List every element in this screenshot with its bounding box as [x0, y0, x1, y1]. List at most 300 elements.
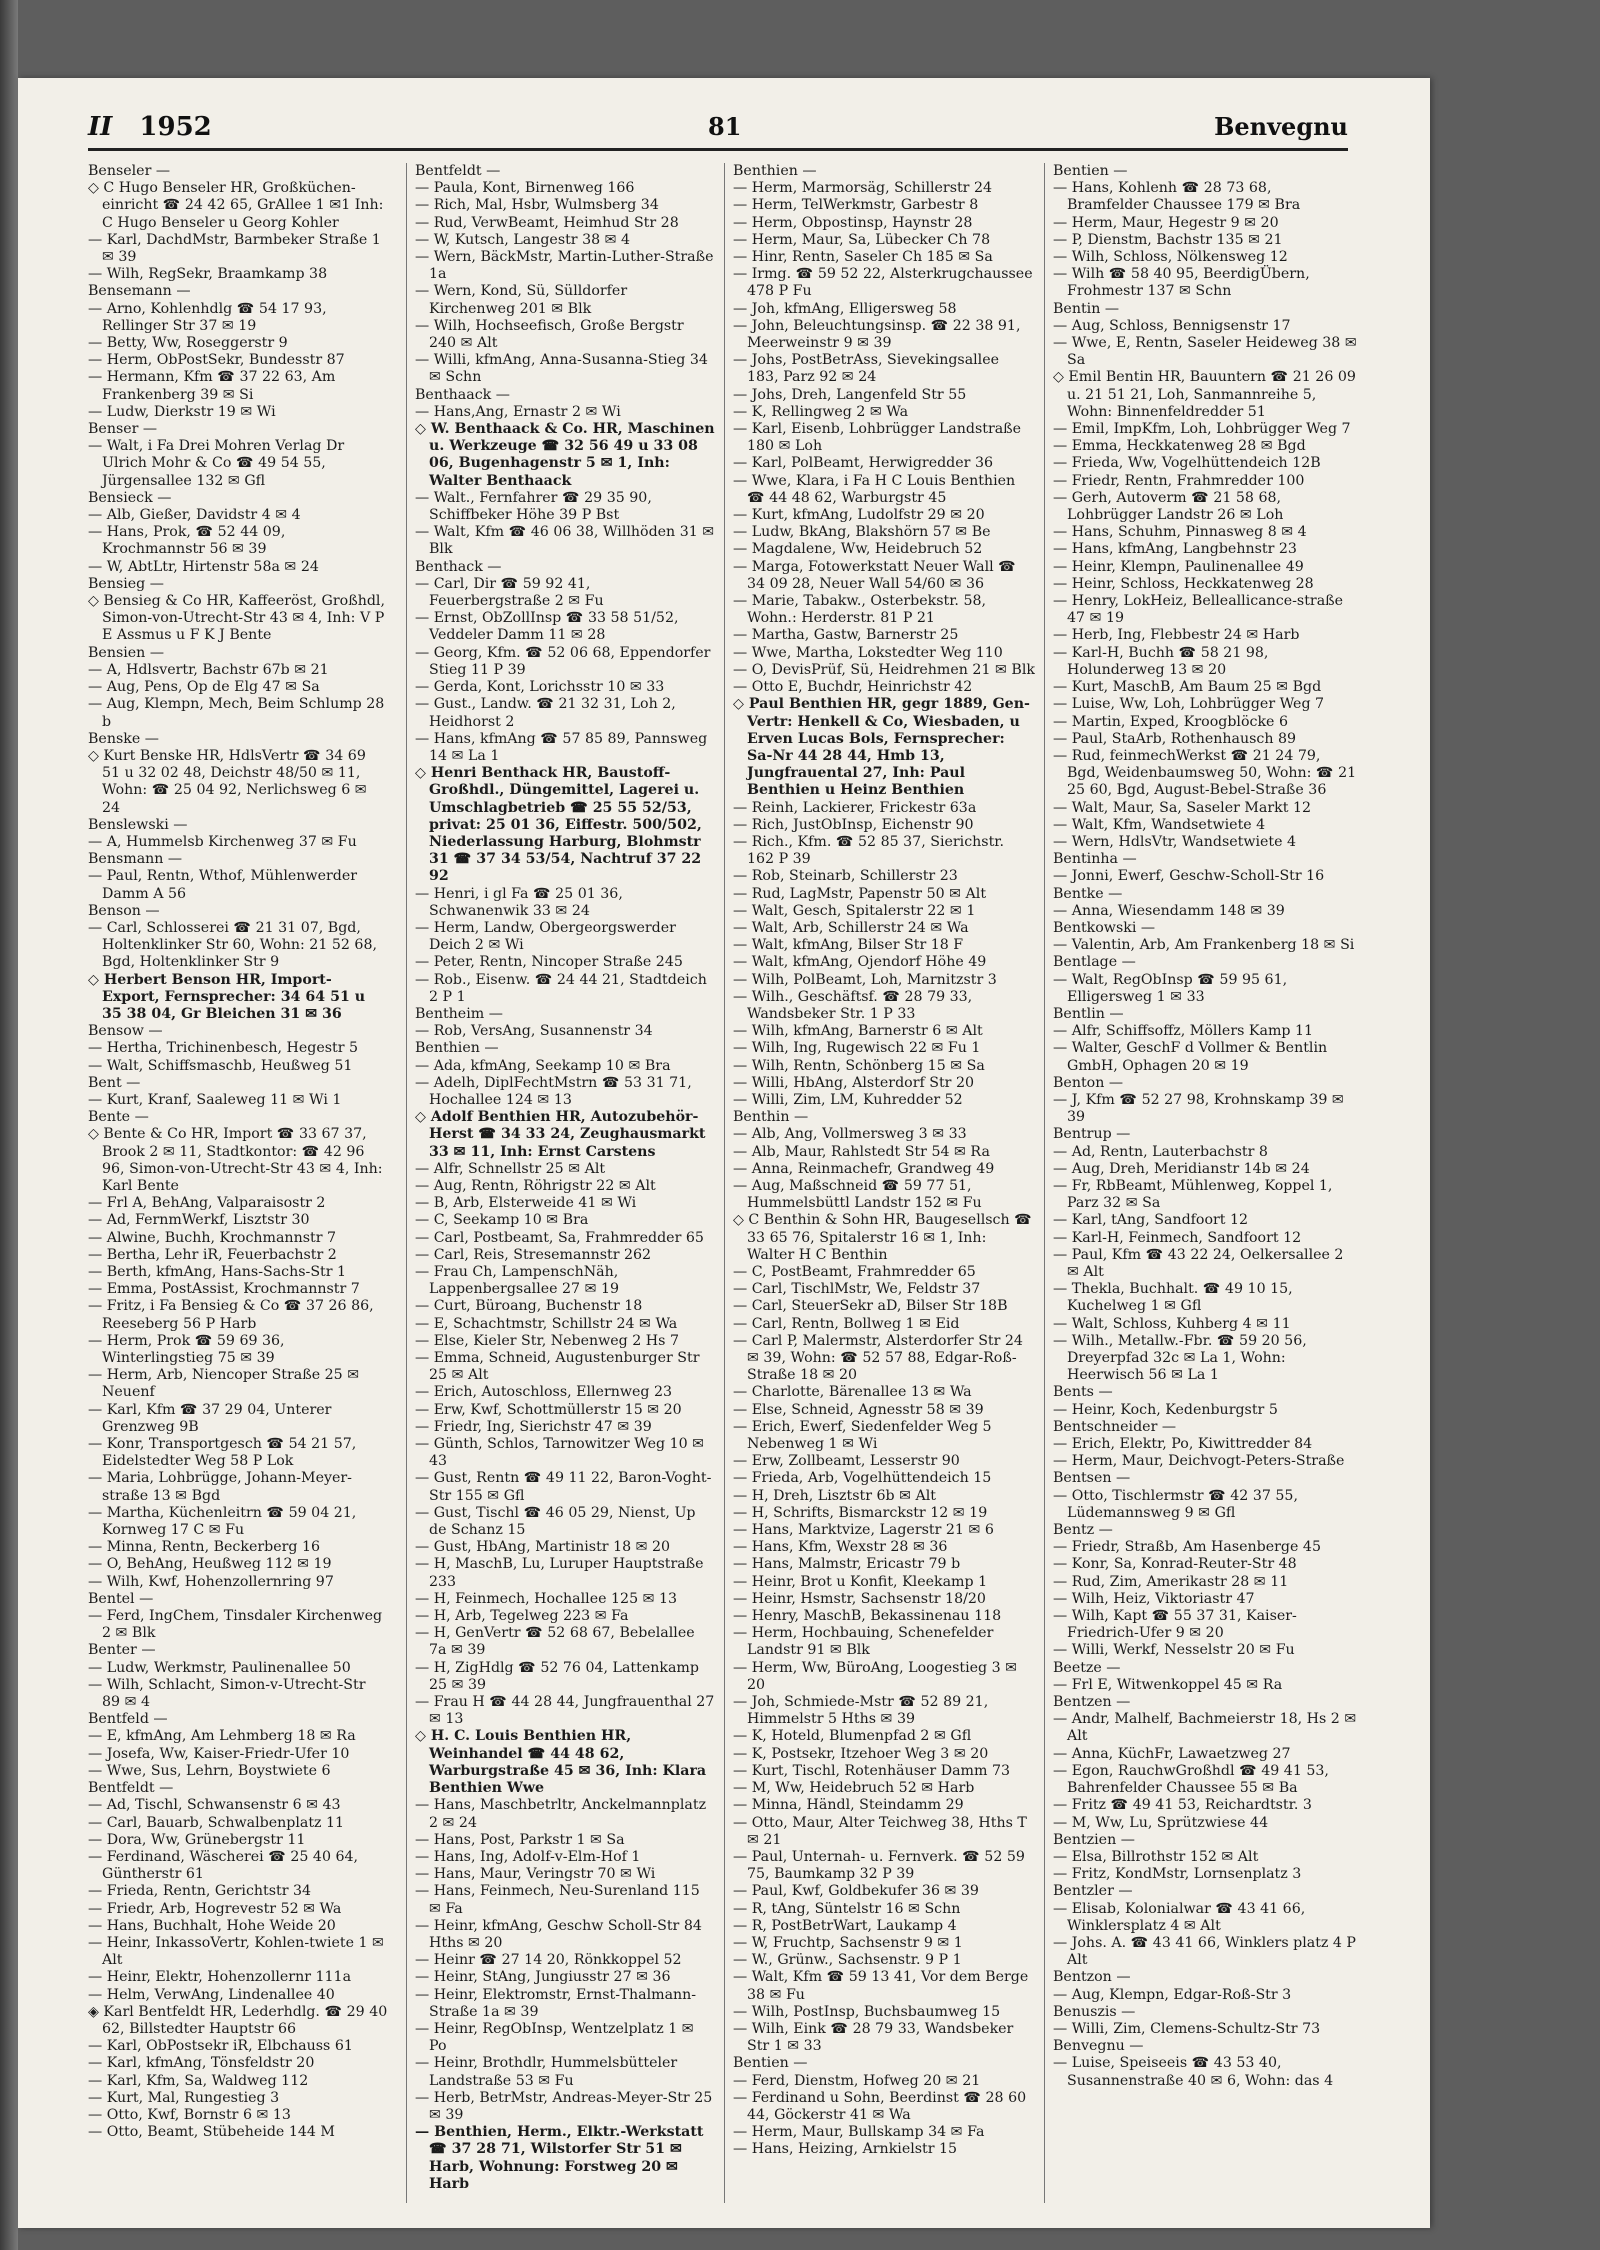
surname-heading: Benthin —: [733, 1109, 809, 1126]
surname-heading: Bents —: [1053, 1384, 1113, 1401]
directory-entry: — Martha, Gastw, Barnerstr 25: [733, 627, 959, 644]
surname-heading: Bentke —: [1053, 885, 1123, 902]
volume-and-year: [88, 112, 212, 142]
directory-entry: — Wilh, Kapt ☎ 55 37 31, Kaiser-Friedrich-Ufer 9 ✉ 20: [1053, 1608, 1297, 1642]
directory-entry: — Wilh, Hochseefisch, Große Bergstr 240 ✉ Alt: [415, 317, 684, 352]
directory-entry: ◇ Bente & Co HR, Import ☎ 33 67 37, Brook 2 ✉ 11, Stadtkontor: ☎ 42 96 96, Simon-von-Utrecht-Str 43 ✉ 4, Inh: Karl Bente: [88, 1126, 383, 1194]
directory-entry: ◈ Karl Bentfeldt HR, Lederhdlg. ☎ 29 40 62, Billstedter Hauptstr 66: [88, 2003, 388, 2037]
directory-entry: — Kurt, Kranf, Saaleweg 11 ✉ Wi 1: [88, 1091, 342, 1108]
directory-entry: — Hans, Marktvize, Lagerstr 21 ✉ 6: [733, 1522, 994, 1539]
surname-heading: Bentfeldt —: [415, 163, 501, 179]
directory-entry: — Frieda, Rentn, Gerichtstr 34: [88, 1883, 312, 1900]
directory-entry: — O, DevisPrüf, Sü, Heidrehmen 21 ✉ Blk: [733, 661, 1035, 678]
surname-heading: Benton —: [1053, 1074, 1124, 1091]
directory-entry: — Alb, Ang, Vollmersweg 3 ✉ 33: [733, 1126, 967, 1143]
directory-entry: — Wern, HdlsVtr, Wandsetwiete 4: [1053, 833, 1297, 850]
directory-entry: — Gust, Rentn ☎ 49 11 22, Baron-Voght-Str 155 ✉ Gfl: [415, 1470, 712, 1504]
surname-heading: Bentlage —: [1053, 954, 1136, 971]
directory-entry: — Karl, tAng, Sandfoort 12: [1053, 1212, 1249, 1229]
column-1: [88, 163, 388, 2203]
surname-heading: Benthien —: [733, 163, 817, 179]
directory-entry: — Hans, Post, Parkstr 1 ✉ Sa: [415, 1831, 625, 1848]
surname-heading: Beetze —: [1053, 1659, 1121, 1676]
directory-entry: — Herm, Landw, Obergeorgswerder Deich 2 ✉ Wi: [415, 919, 676, 954]
directory-entry: — Rud, LagMstr, Papenstr 50 ✉ Alt: [733, 885, 987, 902]
directory-entry: — Magdalene, Ww, Heidebruch 52: [733, 541, 983, 558]
directory-entry: — Walt, Schloss, Kuhberg 4 ✉ 11: [1053, 1315, 1291, 1332]
directory-entry: — Willi, Zim, LM, Kuhredder 52: [733, 1091, 963, 1108]
surname-heading: Bentfeldt —: [88, 1780, 174, 1797]
directory-entry: — W, Kutsch, Langestr 38 ✉ 4: [415, 231, 631, 248]
directory-entry: — Friedr, Arb, Hogrevestr 52 ✉ Wa: [88, 1900, 342, 1917]
directory-entry: — Frl A, BehAng, Valparaisostr 2: [88, 1195, 326, 1212]
directory-entry: — Hans, Malmstr, Ericastr 79 b: [733, 1556, 961, 1573]
directory-entry: — Martin, Exped, Kroogblöcke 6: [1053, 713, 1288, 730]
directory-entry: — Heinr, Klempn, Paulinenallee 49: [1053, 558, 1304, 575]
directory-entry: — John, Beleuchtungsinsp. ☎ 22 38 91, Meerweinstr 9 ✉ 39: [733, 317, 1021, 352]
directory-entry: — Walt, kfmAng, Bilser Str 18 F: [733, 937, 964, 954]
directory-entry: — Kurt, Tischl, Rotenhäuser Damm 73: [733, 1762, 1011, 1779]
directory-entry: — Berth, kfmAng, Hans-Sachs-Str 1: [88, 1264, 347, 1280]
directory-entry: — Herb, Ing, Flebbestr 24 ✉ Harb: [1053, 627, 1300, 644]
directory-entry: — Hinr, Rentn, Saseler Ch 185 ✉ Sa: [733, 249, 993, 266]
directory-entry: — R, PostBetrWart, Laukamp 4: [733, 1917, 957, 1934]
book-gutter: [0, 0, 18, 2250]
directory-entry: — Konr, Sa, Konrad-Reuter-Str 48: [1053, 1556, 1297, 1573]
directory-entry: — Herb, BetrMstr, Andreas-Meyer-Str 25 ✉ 39: [415, 2089, 713, 2123]
directory-entry: — Wilh, Rentn, Schönberg 15 ✉ Sa: [733, 1057, 985, 1074]
directory-entry: — Else, Kieler Str, Nebenweg 2 Hs 7: [415, 1332, 679, 1349]
directory-entry: — Curt, Büroang, Buchenstr 18: [415, 1298, 643, 1315]
directory-entry: — Rud, Zim, Amerikastr 28 ✉ 11: [1053, 1573, 1289, 1590]
directory-entry: — Helm, VerwAng, Lindenallee 40: [88, 1986, 335, 2003]
directory-entry: — Herm, Maur, Sa, Lübecker Ch 78: [733, 231, 991, 248]
directory-entry: — Walter, GeschF d Vollmer & Bentlin GmbH, Ophagen 20 ✉ 19: [1053, 1040, 1328, 1074]
surname-heading: Bentien —: [1053, 163, 1128, 179]
directory-entry: — Anna, Reinmachefr, Grandweg 49: [733, 1160, 995, 1177]
directory-entry: — Hertha, Trichinenbesch, Hegestr 5: [88, 1040, 359, 1057]
surname-heading: Bensmann —: [88, 851, 183, 868]
directory-entry: — Emma, PostAssist, Krochmannstr 7: [88, 1281, 360, 1298]
listing-columns: [88, 163, 1357, 2203]
directory-entry: — Wwe, Sus, Lehrn, Boystwiete 6: [88, 1762, 331, 1779]
surname-heading: Benser —: [88, 421, 158, 438]
directory-entry: — Fr, RbBeamt, Mühlenweg, Koppel 1, Parz 32 ✉ Sa: [1053, 1177, 1333, 1212]
directory-entry: — Walt, RegObInsp ☎ 59 95 61, Elligersweg 1 ✉ 33: [1053, 971, 1288, 1005]
directory-entry: — Walt., Fernfahrer ☎ 29 35 90, Schiffbeker Höhe 39 P Bst: [415, 489, 652, 524]
column-2: [406, 163, 715, 2203]
directory-entry: — K, Rellingweg 2 ✉ Wa: [733, 403, 909, 420]
directory-entry: — Carl, Schlosserei ☎ 21 31 07, Bgd, Holtenklinker Str 60, Wohn: 21 52 68, Bgd, Holtenklinker Str 9: [88, 919, 377, 971]
directory-entry: — Alb, Maur, Rahlstedt Str 54 ✉ Ra: [733, 1143, 990, 1160]
directory-entry: — Luise, Ww, Loh, Lohbrügger Weg 7: [1053, 696, 1325, 713]
directory-entry: — Andr, Malhelf, Bachmeierstr 18, Hs 2 ✉ Alt: [1053, 1711, 1357, 1745]
surname-heading: Bentinha —: [1053, 851, 1137, 868]
directory-entry: — Karl, DachdMstr, Barmbeker Straße 1 ✉ 39: [88, 231, 381, 266]
directory-entry: — Frieda, Arb, Vogelhüttendeich 15: [733, 1470, 992, 1487]
directory-entry: — Johs, Dreh, Langenfeld Str 55: [733, 386, 967, 403]
directory-entry: — Karl, kfmAng, Tönsfeldstr 20: [88, 2055, 315, 2072]
directory-entry: — Hans, Kohlenh ☎ 28 73 68, Bramfelder Chaussee 179 ✉ Bra: [1053, 180, 1301, 214]
directory-entry: — Karl-H, Buchh ☎ 58 21 98, Holunderweg 13 ✉ 20: [1053, 644, 1269, 678]
directory-entry: — Friedr, Ing, Sierichstr 47 ✉ 39: [415, 1418, 652, 1435]
directory-entry: — Aug, Schloss, Bennigsenstr 17: [1053, 317, 1291, 334]
directory-entry: — Hans, Kfm, Wexstr 28 ✉ 36: [733, 1539, 948, 1556]
directory-entry: — C, Seekamp 10 ✉ Bra: [415, 1212, 589, 1229]
directory-entry: — Bertha, Lehr iR, Feuerbachstr 2: [88, 1246, 337, 1263]
directory-entry: — Aug, Dreh, Meridianstr 14b ✉ 24: [1053, 1160, 1310, 1177]
directory-entry: ◇ W. Benthaack & Co. HR, Maschinen u. Werkzeuge ☎ 32 56 49 u 33 08 06, Bugenhagenstr 5 ✉ 1, Inh: Walter Benthaack: [415, 421, 715, 489]
directory-entry: — W, Fruchtp, Sachsenstr 9 ✉ 1: [733, 1934, 963, 1951]
surname-heading: Bentkowski —: [1053, 919, 1156, 936]
surname-heading: Bentrup —: [1053, 1126, 1131, 1143]
directory-entry: — Günth, Schlos, Tarnowitzer Weg 10 ✉ 43: [415, 1436, 705, 1470]
directory-entry: — Walt, Arb, Schillerstr 24 ✉ Wa: [733, 919, 969, 936]
directory-entry: — Hans, kfmAng, Langbehnstr 23: [1053, 541, 1297, 558]
directory-entry: — Gust., Landw. ☎ 21 32 31, Loh 2, Heidhorst 2: [415, 696, 676, 730]
directory-entry: ◇ Paul Benthien HR, gegr 1889, Gen-Vertr: Henkell & Co, Wiesbaden, u Erven Lucas Bols, Fernsprecher: Sa-Nr 44 28 44, Hmb 13, Jungfrauental 27, Inh: Paul Benthien u Heinz Benthien: [733, 696, 1030, 799]
directory-entry: — H, ZigHdlg ☎ 52 76 04, Lattenkamp 25 ✉ 39: [415, 1659, 699, 1693]
directory-entry: — Heinr, Brot u Konfit, Kleekamp 1: [733, 1573, 988, 1590]
directory-entry: — Else, Schneid, Agnesstr 58 ✉ 39: [733, 1401, 984, 1418]
directory-page: [18, 78, 1430, 2228]
directory-entry: — Hans, Prok, ☎ 52 44 09, Krochmannstr 56 ✉ 39: [88, 524, 286, 558]
directory-entry: — Paul, Kfm ☎ 43 22 24, Oelkersallee 2 ✉ Alt: [1053, 1246, 1344, 1280]
directory-entry: — E, kfmAng, Am Lehmberg 18 ✉ Ra: [88, 1728, 356, 1745]
directory-entry: ◇ Emil Bentin HR, Bauuntern ☎ 21 26 09 u. 21 51 21, Loh, Sanmannreihe 5, Wohn: Binnenfeldredder 51: [1053, 369, 1356, 420]
directory-entry: — Ad, Tischl, Schwansenstr 6 ✉ 43: [88, 1797, 341, 1814]
directory-entry: — Hans, Maschbetrltr, Anckelmannplatz 2 ✉ 24: [415, 1797, 707, 1831]
directory-entry: — Otto E, Buchdr, Heinrichstr 42: [733, 679, 973, 696]
directory-entry: — R, tAng, Süntelstr 16 ✉ Schn: [733, 1900, 961, 1917]
directory-entry: — H, Arb, Tegelweg 223 ✉ Fa: [415, 1608, 629, 1625]
directory-entry: — Ludw, Dierkstr 19 ✉ Wi: [88, 403, 276, 420]
directory-entry: — Wilh., Geschäftsf. ☎ 28 79 33, Wandsbeker Str. 1 P 33: [733, 988, 973, 1022]
directory-entry: — Karl, Kfm ☎ 37 29 04, Unterer Grenzweg 9B: [88, 1401, 332, 1435]
directory-entry: — Emma, Schneid, Augustenburger Str 25 ✉ Alt: [415, 1350, 700, 1384]
directory-entry: — Carl, Reis, Stresemannstr 262: [415, 1246, 652, 1263]
surname-heading: Bentschneider —: [1053, 1418, 1177, 1435]
directory-entry: — Herm, Hochbauing, Schenefelder Landstr 91 ✉ Blk: [733, 1625, 994, 1659]
directory-entry: — Emil, ImpKfm, Loh, Lohbrügger Weg 7: [1053, 421, 1351, 438]
directory-entry: — Georg, Kfm. ☎ 52 06 68, Eppendorfer Stieg 11 P 39: [415, 644, 711, 678]
directory-entry: — Rich, Mal, Hsbr, Wulmsberg 34: [415, 197, 659, 214]
directory-entry: — Wilh, Schloss, Nölkensweg 12: [1053, 249, 1288, 266]
directory-entry: — Irmg. ☎ 59 52 22, Alsterkrugchaussee 478 P Fu: [733, 266, 1033, 300]
directory-entry: — Ad, Rentn, Lauterbachstr 8: [1053, 1143, 1268, 1160]
directory-entry: — Heinr, Hsmstr, Sachsenstr 18/20: [733, 1590, 986, 1607]
directory-entry: — Benthien, Herm., Elktr.-Werkstatt ☎ 37 28 71, Wilstorfer Str 51 ✉ Harb, Wohnung: Forstweg 20 ✉ Harb: [415, 2124, 704, 2192]
directory-entry: — K, Postsekr, Itzehoer Weg 3 ✉ 20: [733, 1745, 989, 1762]
directory-entry: — Herm, Maur, Bullskamp 34 ✉ Fa: [733, 2124, 985, 2141]
year-label: 1952: [139, 112, 212, 142]
directory-entry: ◇ C Hugo Benseler HR, Großküchen-einricht ☎ 24 42 65, GrAllee 1 ✉1 Inh: C Hugo Benseler u Georg Kohler: [88, 180, 384, 231]
directory-entry: — Wilh, Schlacht, Simon-v-Utrecht-Str 89 ✉ 4: [88, 1676, 366, 1711]
directory-entry: — Wilh, RegSekr, Braamkamp 38: [88, 266, 328, 283]
surname-heading: Benseler —: [88, 163, 171, 179]
surname-heading: Bentzler —: [1053, 1883, 1133, 1900]
directory-entry: — Willi, Werkf, Nesselstr 20 ✉ Fu: [1053, 1642, 1295, 1659]
directory-entry: — Wilh ☎ 58 40 95, BeerdigÜbern, Frohmestr 137 ✉ Schn: [1053, 266, 1310, 300]
directory-entry: — Carl, TischlMstr, We, Feldstr 37: [733, 1281, 981, 1298]
directory-entry: — Carl P, Malermstr, Alsterdorfer Str 24 ✉ 39, Wohn: ☎ 52 57 88, Edgar-Roß-Straße 18 ✉ 20: [733, 1332, 1023, 1384]
directory-entry: — Gust, HbAng, Martinistr 18 ✉ 20: [415, 1539, 671, 1556]
directory-entry: — Walt, Gesch, Spitalerstr 22 ✉ 1: [733, 902, 976, 919]
directory-entry: — B, Arb, Elsterweide 41 ✉ Wi: [415, 1195, 637, 1212]
directory-entry: — Konr, Transportgesch ☎ 54 21 57, Eidelstedter Weg 58 P Lok: [88, 1436, 357, 1470]
surname-heading: Bentzon —: [1053, 1969, 1131, 1986]
directory-entry: — Aug, Maßschneid ☎ 59 77 51, Hummelsbüttl Landstr 152 ✉ Fu: [733, 1177, 982, 1212]
directory-entry: ◇ Adolf Benthien HR, Autozubehör-Herst ☎ 34 33 24, Zeughausmarkt 33 ✉ 11, Inh: Ernst Carstens: [415, 1109, 706, 1160]
column-4: [1044, 163, 1357, 2203]
directory-entry: — Herm, Ww, BüroAng, Loogestieg 3 ✉ 20: [733, 1659, 1018, 1693]
directory-entry: — Paul, Unternah- u. Fernverk. ☎ 52 59 75, Baumkamp 32 P 39: [733, 1848, 1025, 1883]
directory-entry: — Otto, Beamt, Stübeheide 144 M: [88, 2124, 335, 2141]
directory-entry: — Karl, Kfm, Sa, Waldweg 112: [88, 2072, 309, 2089]
directory-entry: — Kurt, kfmAng, Ludolfstr 29 ✉ 20: [733, 507, 985, 524]
directory-entry: — Kurt, Mal, Rungestieg 3: [88, 2089, 280, 2106]
directory-entry: — Herm, Prok ☎ 59 69 36, Winterlingstieg 75 ✉ 39: [88, 1332, 285, 1367]
directory-entry: — Joh, kfmAng, Elligersweg 58: [733, 300, 957, 317]
directory-entry: — Herm, TelWerkmstr, Garbestr 8: [733, 197, 979, 214]
surname-heading: Benthaack —: [415, 386, 510, 403]
directory-entry: — Rob, Steinarb, Schillerstr 23: [733, 868, 958, 885]
directory-entry: — Fritz, KondMstr, Lornsenplatz 3: [1053, 1866, 1302, 1883]
directory-entry: — A, Hdlsvertr, Bachstr 67b ✉ 21: [88, 661, 329, 678]
directory-entry: — Erich, Ewerf, Siedenfelder Weg 5 Nebenweg 1 ✉ Wi: [733, 1418, 992, 1453]
page-header: [88, 108, 1348, 151]
surname-heading: Benslewski —: [88, 816, 188, 833]
directory-entry: — Otto, Kwf, Bornstr 6 ✉ 13: [88, 2106, 291, 2123]
directory-entry: — Walt, Maur, Sa, Saseler Markt 12: [1053, 799, 1312, 816]
directory-entry: — Fritz, i Fa Bensieg & Co ☎ 37 26 86, Reeseberg 56 P Harb: [88, 1298, 374, 1332]
directory-entry: — Hans, kfmAng ☎ 57 85 89, Pannsweg 14 ✉ La 1: [415, 730, 708, 764]
directory-entry: — Herm, Obpostinsp, Haynstr 28: [733, 214, 973, 231]
surname-heading: Bente —: [88, 1109, 149, 1126]
directory-entry: — Rob., Eisenw. ☎ 24 44 21, Stadtdeich 2 P 1: [415, 971, 707, 1005]
directory-entry: — Karl-H, Feinmech, Sandfoort 12: [1053, 1229, 1302, 1246]
directory-entry: — Aug, Klempn, Edgar-Roß-Str 3: [1053, 1986, 1292, 2003]
directory-entry: — Henri, i gl Fa ☎ 25 01 36, Schwanenwik 33 ✉ 24: [415, 885, 623, 919]
directory-entry: — Erw, Kwf, Schottmüllerstr 15 ✉ 20: [415, 1401, 682, 1418]
directory-entry: — Arno, Kohlenhdlg ☎ 54 17 93, Rellinger Str 37 ✉ 19: [88, 300, 327, 334]
directory-entry: — Rob, VersAng, Susannenstr 34: [415, 1023, 653, 1040]
directory-entry: ◇ Henri Benthack HR, Baustoff-Großhdl., Düngemittel, Lagerei u. Umschlagbetrieb ☎ 25 55 52/53, privat: 25 01 36, Eiffestr. 500/502, Niederlassung Harburg, Blohmstr 31 ☎ 37 34 53/54, Nachtruf 37 22 92: [415, 765, 702, 885]
directory-entry: — Ferdinand u Sohn, Beerdinst ☎ 28 60 44, Göckerstr 41 ✉ Wa: [733, 2089, 1027, 2123]
directory-entry: — Heinr, RegObInsp, Wentzelplatz 1 ✉ Po: [415, 2020, 694, 2055]
directory-entry: — Heinr, Schloss, Heckkatenweg 28: [1053, 575, 1314, 592]
directory-entry: — Karl, PolBeamt, Herwigredder 36: [733, 455, 993, 472]
directory-entry: ◇ C Benthin & Sohn HR, Baugesellsch ☎ 33 65 76, Spitalerstr 16 ✉ 1, Inh: Walter H C Benthin: [733, 1212, 1032, 1263]
directory-entry: — Wilh., Metallw.-Fbr. ☎ 59 20 56, Dreyerpfad 32c ✉ La 1, Wohn: Heerwisch 56 ✉ La 1: [1053, 1332, 1307, 1384]
directory-entry: — Maria, Lohbrügge, Johann-Meyer-straße 13 ✉ Bgd: [88, 1470, 352, 1504]
directory-entry: — H, GenVertr ☎ 52 68 67, Bebelallee 7a ✉ 39: [415, 1625, 695, 1659]
directory-entry: — Heinr, InkassoVertr, Kohlen-twiete 1 ✉ Alt: [88, 1934, 384, 1969]
directory-entry: — Hans, Maur, Veringstr 70 ✉ Wi: [415, 1866, 656, 1883]
directory-entry: — Walt, Kfm, Wandsetwiete 4: [1053, 816, 1266, 833]
directory-entry: ◇ Bensieg & Co HR, Kaffeeröst, Großhdl, Simon-von-Utrecht-Str 43 ✉ 4, Inh: V P E Assmus u F K J Bente: [88, 593, 385, 644]
directory-entry: — Aug, Klempn, Mech, Beim Schlump 28 b: [88, 696, 385, 730]
directory-entry: — Otto, Tischlermstr ☎ 42 37 55, Lüdemannsweg 9 ✉ Gfl: [1053, 1487, 1298, 1521]
directory-entry: — P, Dienstm, Bachstr 135 ✉ 21: [1053, 231, 1283, 248]
surname-heading: Benuszis —: [1053, 2003, 1136, 2020]
directory-entry: — Minna, Rentn, Beckerberg 16: [88, 1539, 321, 1556]
directory-entry: — H, Feinmech, Hochallee 125 ✉ 13: [415, 1590, 678, 1607]
catchword: Benvegnu: [1214, 112, 1348, 141]
directory-entry: — H, Schrifts, Bismarckstr 12 ✉ 19: [733, 1504, 988, 1521]
surname-heading: Bentzien —: [1053, 1831, 1135, 1848]
directory-entry: — Wilh, PostInsp, Buchsbaumweg 15: [733, 2003, 1001, 2020]
directory-entry: — Peter, Rentn, Nincoper Straße 245: [415, 954, 683, 971]
directory-entry: — Anna, Wiesendamm 148 ✉ 39: [1053, 902, 1285, 919]
surname-heading: Benthack —: [415, 558, 502, 575]
directory-entry: — Martha, Küchenleitrn ☎ 59 04 21, Kornweg 17 C ✉ Fu: [88, 1504, 357, 1539]
surname-heading: Benvegnu —: [1053, 2038, 1144, 2055]
directory-entry: — W, AbtLtr, Hirtenstr 58a ✉ 24: [88, 558, 319, 575]
directory-entry: — Marga, Fotowerkstatt Neuer Wall ☎ 34 09 28, Neuer Wall 54/60 ✉ 36: [733, 558, 1016, 592]
directory-entry: — Hermann, Kfm ☎ 37 22 63, Am Frankenberg 39 ✉ Si: [88, 369, 336, 403]
directory-entry: ◇ H. C. Louis Benthien HR, Weinhandel ☎ 44 48 62, Warburgstraße 45 ✉ 36, Inh: Klara Benthien Wwe: [415, 1728, 707, 1797]
directory-entry: — Carl, Dir ☎ 59 92 41, Feuerbergstraße 2 ✉ Fu: [415, 575, 604, 610]
directory-entry: — Henry, MaschB, Bekassinenau 118: [733, 1608, 1002, 1625]
directory-entry: — Wilh, Ing, Rugewisch 22 ✉ Fu 1: [733, 1040, 981, 1057]
directory-entry: — Gust, Tischl ☎ 46 05 29, Nienst, Up de Schanz 15: [415, 1504, 696, 1539]
directory-entry: — Ernst, ObZollInsp ☎ 33 58 51/52, Veddeler Damm 11 ✉ 28: [415, 610, 679, 644]
directory-entry: — Walt, Kfm ☎ 59 13 41, Vor dem Berge 38 ✉ Fu: [733, 1969, 1029, 2003]
directory-entry: — Joh, Schmiede-Mstr ☎ 52 89 21, Himmelstr 5 Hths ✉ 39: [733, 1694, 989, 1728]
directory-entry: — Ad, FernmWerkf, Lisztstr 30: [88, 1212, 310, 1229]
directory-entry: — Jonni, Ewerf, Geschw-Scholl-Str 16: [1053, 868, 1325, 885]
directory-entry: — Paula, Kont, Birnenweg 166: [415, 180, 635, 197]
directory-entry: — Erich, Elektr, Po, Kiwittredder 84: [1053, 1436, 1313, 1453]
directory-entry: — Carl, Rentn, Bollweg 1 ✉ Eid: [733, 1315, 960, 1332]
surname-heading: Bensieck —: [88, 489, 172, 506]
directory-entry: — Erw, Zollbeamt, Lesserstr 90: [733, 1453, 960, 1470]
directory-entry: — Frau H ☎ 44 28 44, Jungfrauenthal 27 ✉ 13: [415, 1694, 715, 1728]
directory-entry: — Herm, Arb, Niencoper Straße 25 ✉ Neuenf: [88, 1367, 360, 1401]
directory-entry: — Heinr, Elektr, Hohenzollernr 111a: [88, 1969, 352, 1986]
surname-heading: Bentheim —: [415, 1005, 503, 1022]
directory-entry: — Herm, Maur, Deichvogt-Peters-Straße: [1053, 1453, 1345, 1470]
directory-entry: — Aug, Rentn, Röhrigstr 22 ✉ Alt: [415, 1177, 656, 1194]
directory-entry: — Hans, Schuhm, Pinnasweg 8 ✉ 4: [1053, 524, 1307, 541]
directory-entry: — Luise, Speiseeis ☎ 43 53 40, Susannenstraße 40 ✉ 6, Wohn: das 4: [1053, 2055, 1334, 2089]
directory-entry: — Charlotte, Bärenallee 13 ✉ Wa: [733, 1384, 972, 1401]
directory-entry: — W., Grünw., Sachsenstr. 9 P 1: [733, 1952, 962, 1969]
directory-entry: — Heinr, kfmAng, Geschw Scholl-Str 84 Hths ✉ 20: [415, 1917, 702, 1951]
directory-entry: — Rich, JustObInsp, Eichenstr 90: [733, 816, 974, 833]
surname-heading: Bentlin —: [1053, 1005, 1124, 1022]
directory-entry: — Wern, Kond, Sü, Sülldorfer Kirchenweg 201 ✉ Blk: [415, 283, 628, 317]
directory-entry: — Wilh, PolBeamt, Loh, Marnitzstr 3: [733, 971, 997, 988]
directory-entry: — Walt, Kfm ☎ 46 06 38, Willhöden 31 ✉ Blk: [415, 524, 715, 558]
directory-entry: — Alfr, Schiffsoffz, Möllers Kamp 11: [1053, 1023, 1314, 1040]
directory-entry: — Walt, Schiffsmaschb, Heußweg 51: [88, 1057, 353, 1074]
directory-entry: — E, Schachtmstr, Schillstr 24 ✉ Wa: [415, 1315, 678, 1332]
directory-entry: — Paul, Rentn, Wthof, Mühlenwerder Damm A 56: [88, 868, 358, 902]
directory-entry: — Herm, Maur, Hegestr 9 ✉ 20: [1053, 214, 1279, 231]
directory-entry: — Willi, HbAng, Alsterdorf Str 20: [733, 1074, 975, 1091]
directory-entry: — Emma, Heckkatenweg 28 ✉ Bgd: [1053, 438, 1306, 455]
directory-entry: — Erich, Autoschloss, Ellernweg 23: [415, 1384, 673, 1401]
directory-entry: — Gerh, Autoverm ☎ 21 58 68, Lohbrügger Landstr 26 ✉ Loh: [1053, 489, 1284, 524]
directory-entry: — Marie, Tabakw., Osterbekstr. 58, Wohn.: Herderstr. 81 P 21: [733, 593, 987, 627]
directory-entry: — Hans, Buchhalt, Hohe Weide 20: [88, 1917, 336, 1934]
directory-entry: — Frieda, Ww, Vogelhüttendeich 12B: [1053, 455, 1321, 472]
directory-entry: — C, PostBeamt, Frahmredder 65: [733, 1264, 976, 1280]
surname-heading: Bentien —: [733, 2055, 808, 2072]
directory-entry: — Carl, SteuerSekr aD, Bilser Str 18B: [733, 1298, 1008, 1315]
directory-entry: — Alfr, Schnellstr 25 ✉ Alt: [415, 1160, 606, 1177]
directory-entry: — Friedr, Straßb, Am Hasenberge 45: [1053, 1539, 1321, 1556]
directory-entry: — Hans, Ing, Adolf-v-Elm-Hof 1: [415, 1848, 641, 1865]
directory-entry: — Rich., Kfm. ☎ 52 85 37, Sierichstr. 162 P 39: [733, 833, 1005, 868]
surname-heading: Bentel —: [88, 1590, 154, 1607]
directory-entry: — Ludw, BkAng, Blakshörn 57 ✉ Be: [733, 524, 991, 541]
directory-entry: — A, Hummelsb Kirchenweg 37 ✉ Fu: [88, 833, 357, 850]
directory-entry: — Herm, ObPostSekr, Bundesstr 87: [88, 352, 345, 369]
surname-heading: Bentfeld —: [88, 1711, 168, 1728]
volume-label: II: [88, 112, 113, 142]
directory-entry: — Minna, Händl, Steindamm 29: [733, 1797, 964, 1814]
surname-heading: Bensemann —: [88, 283, 191, 300]
directory-entry: — Carl, Bauarb, Schwalbenplatz 11: [88, 1814, 345, 1831]
directory-entry: ◇ Kurt Benske HR, HdlsVertr ☎ 34 69 51 u 32 02 48, Deichstr 48/50 ✉ 11, Wohn: ☎ 25 04 92, Nerlichsweg 6 ✉ 24: [88, 747, 367, 816]
directory-entry: — Walt, i Fa Drei Mohren Verlag Dr Ulrich Mohr & Co ☎ 49 54 55, Jürgensallee 132 ✉ Gfl: [88, 438, 345, 489]
directory-entry: — Josefa, Ww, Kaiser-Friedr-Ufer 10: [88, 1745, 350, 1762]
directory-entry: — Walt, kfmAng, Ojendorf Höhe 49: [733, 954, 987, 971]
directory-entry: — Rud, VerwBeamt, Heimhud Str 28: [415, 214, 679, 231]
surname-heading: Bentzen —: [1053, 1694, 1131, 1711]
directory-entry: — Otto, Maur, Alter Teichweg 38, Hths T ✉ 21: [733, 1814, 1027, 1848]
surname-heading: Bentin —: [1053, 300, 1120, 317]
surname-heading: Benter —: [88, 1642, 156, 1659]
directory-entry: — Karl, ObPostsekr iR, Elbchauss 61: [88, 2038, 353, 2055]
directory-entry: — Elsa, Billrothstr 152 ✉ Alt: [1053, 1848, 1259, 1865]
directory-entry: — Ludw, Werkmstr, Paulinenallee 50: [88, 1659, 351, 1676]
directory-entry: — Paul, StaArb, Rothenhausch 89: [1053, 730, 1297, 747]
directory-entry: — Hans, Heizing, Arnkielstr 15: [733, 2141, 958, 2158]
directory-entry: — Johs. A. ☎ 43 41 66, Winklers platz 4 P Alt: [1053, 1934, 1356, 1969]
directory-entry: — M, Ww, Heidebruch 52 ✉ Harb: [733, 1780, 975, 1797]
directory-entry: — M, Ww, Lu, Sprützwiese 44: [1053, 1814, 1269, 1831]
directory-entry: — Wilh, Kwf, Hohenzollernring 97: [88, 1573, 334, 1590]
directory-entry: ◇ Herbert Benson HR, Import-Export, Fernsprecher: 34 64 51 u 35 38 04, Gr Bleichen 31 ✉ 36: [88, 971, 366, 1022]
directory-entry: — Heinr, Koch, Kedenburgstr 5: [1053, 1401, 1278, 1418]
directory-entry: — Wilh, Heiz, Viktoriastr 47: [1053, 1590, 1255, 1607]
directory-entry: — Willi, Zim, Clemens-Schultz-Str 73: [1053, 2020, 1321, 2037]
surname-heading: Bent —: [88, 1074, 141, 1091]
directory-entry: — Hans, Feinmech, Neu-Surenland 115 ✉ Fa: [415, 1883, 700, 1917]
column-3: [724, 163, 1035, 2203]
directory-entry: — Aug, Pens, Op de Elg 47 ✉ Sa: [88, 679, 320, 696]
directory-entry: — Ferd, IngChem, Tinsdaler Kirchenweg 2 ✉ Blk: [88, 1608, 383, 1642]
directory-entry: — Alwine, Buchh, Krochmannstr 7: [88, 1229, 337, 1246]
directory-entry: — Ferdinand, Wäscherei ☎ 25 40 64, Güntherstr 61: [88, 1848, 359, 1883]
directory-entry: — Wwe, E, Rentn, Saseler Heideweg 38 ✉ Sa: [1053, 335, 1357, 369]
directory-entry: — Thekla, Buchhalt. ☎ 49 10 15, Kuchelweg 1 ✉ Gfl: [1053, 1281, 1293, 1315]
directory-entry: — Wilh, Eink ☎ 28 79 33, Wandsbeker Str 1 ✉ 33: [733, 2020, 1014, 2055]
surname-heading: Bentz —: [1053, 1522, 1113, 1539]
directory-entry: — Heinr, Elektromstr, Ernst-Thalmann-Straße 1a ✉ 39: [415, 1986, 697, 2020]
directory-entry: — Heinr, Brothdlr, Hummelsbütteler Landstraße 53 ✉ Fu: [415, 2055, 678, 2089]
directory-entry: — O, BehAng, Heußweg 112 ✉ 19: [88, 1556, 332, 1573]
surname-heading: Benske —: [88, 730, 159, 747]
directory-entry: — Wwe, Klara, i Fa H C Louis Benthien ☎ 44 48 62, Warburgstr 45: [733, 472, 1016, 506]
directory-entry: — H, MaschB, Lu, Luruper Hauptstraße 233: [415, 1556, 704, 1590]
directory-entry: — Hans,Ang, Ernastr 2 ✉ Wi: [415, 403, 621, 420]
directory-entry: — H, Dreh, Lisztstr 6b ✉ Alt: [733, 1487, 936, 1504]
